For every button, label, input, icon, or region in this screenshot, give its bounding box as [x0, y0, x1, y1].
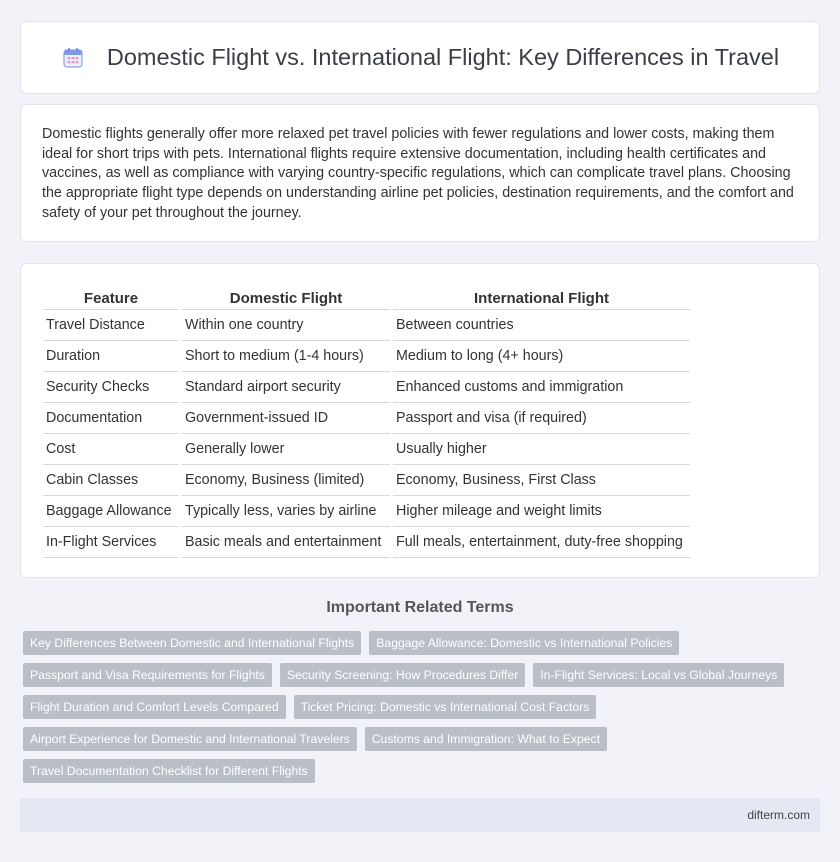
summary-card: [20, 104, 820, 242]
related-term-link[interactable]: Flight Duration and Comfort Levels Compared: [23, 695, 286, 719]
table-cell-feature: Duration: [43, 341, 179, 372]
table-cell-international: Enhanced customs and immigration: [393, 372, 690, 403]
table-cell-domestic: Generally lower: [182, 434, 390, 465]
related-terms-title: Important Related Terms: [326, 599, 514, 616]
table-cell-international: Passport and visa (if required): [393, 403, 690, 434]
table-cell-feature: Cost: [43, 434, 179, 465]
table-cell-international: Between countries: [393, 310, 690, 341]
related-term-link[interactable]: Security Screening: How Procedures Differ: [280, 663, 525, 687]
related-term-link[interactable]: In-Flight Services: Local vs Global Journeys: [533, 663, 784, 687]
summary-text: Domestic flights generally offer more relaxed pet travel policies with fewer regulations and lower costs, making them ideal for short trips with pets. International flights require extensive documentation, including health certificates and vaccines, as well as compliance with varying country-specific regulations, which can complicate travel plans. Choosing the appropriate flight type depends on understanding airline pet policies, destination requirements, and the comfort and safety of your pet throughout the journey.: [42, 126, 794, 221]
related-term-link[interactable]: Passport and Visa Requirements for Flights: [23, 663, 272, 687]
table-cell-international: Higher mileage and weight limits: [393, 496, 690, 527]
related-term-link[interactable]: Baggage Allowance: Domestic vs International Policies: [369, 631, 679, 655]
column-header-domestic: Domestic Flight: [182, 285, 390, 310]
footer: [20, 798, 820, 832]
header-card: [20, 21, 820, 94]
table-row: [43, 372, 690, 403]
table-cell-domestic: Standard airport security: [182, 372, 390, 403]
page-title: Domestic Flight vs. International Flight: Key Differences in Travel: [106, 44, 780, 70]
table-cell-feature: Security Checks: [43, 372, 179, 403]
table-cell-feature: Documentation: [43, 403, 179, 434]
comparison-table: [40, 285, 693, 558]
table-cell-feature: Travel Distance: [43, 310, 179, 341]
table-cell-domestic: Short to medium (1-4 hours): [182, 341, 390, 372]
table-cell-domestic: Typically less, varies by airline: [182, 496, 390, 527]
footer-site-name: difterm.com: [747, 808, 810, 822]
column-header-international: International Flight: [393, 285, 690, 310]
related-term-link[interactable]: Ticket Pricing: Domestic vs International Cost Factors: [294, 695, 597, 719]
table-cell-feature: Baggage Allowance: [43, 496, 179, 527]
table-cell-international: Usually higher: [393, 434, 690, 465]
table-cell-domestic: Within one country: [182, 310, 390, 341]
table-row: [43, 496, 690, 527]
related-term-link[interactable]: Travel Documentation Checklist for Different Flights: [23, 759, 315, 783]
table-cell-domestic: Government-issued ID: [182, 403, 390, 434]
table-cell-international: Full meals, entertainment, duty-free shopping: [393, 527, 690, 558]
column-header-feature: Feature: [43, 285, 179, 310]
table-cell-domestic: Basic meals and entertainment: [182, 527, 390, 558]
table-row: [43, 465, 690, 496]
related-terms-list: [23, 631, 813, 783]
table-cell-domestic: Economy, Business (limited): [182, 465, 390, 496]
table-row: [43, 403, 690, 434]
comparison-table-card: [20, 263, 820, 578]
calendar-icon: [61, 46, 85, 70]
table-cell-international: Economy, Business, First Class: [393, 465, 690, 496]
table-row: [43, 434, 690, 465]
table-cell-feature: Cabin Classes: [43, 465, 179, 496]
related-term-link[interactable]: Key Differences Between Domestic and International Flights: [23, 631, 361, 655]
table-header-row: [43, 285, 690, 310]
table-cell-international: Medium to long (4+ hours): [393, 341, 690, 372]
table-cell-feature: In-Flight Services: [43, 527, 179, 558]
table-row: [43, 310, 690, 341]
table-row: [43, 341, 690, 372]
table-row: [43, 527, 690, 558]
related-term-link[interactable]: Customs and Immigration: What to Expect: [365, 727, 607, 751]
related-term-link[interactable]: Airport Experience for Domestic and International Travelers: [23, 727, 357, 751]
